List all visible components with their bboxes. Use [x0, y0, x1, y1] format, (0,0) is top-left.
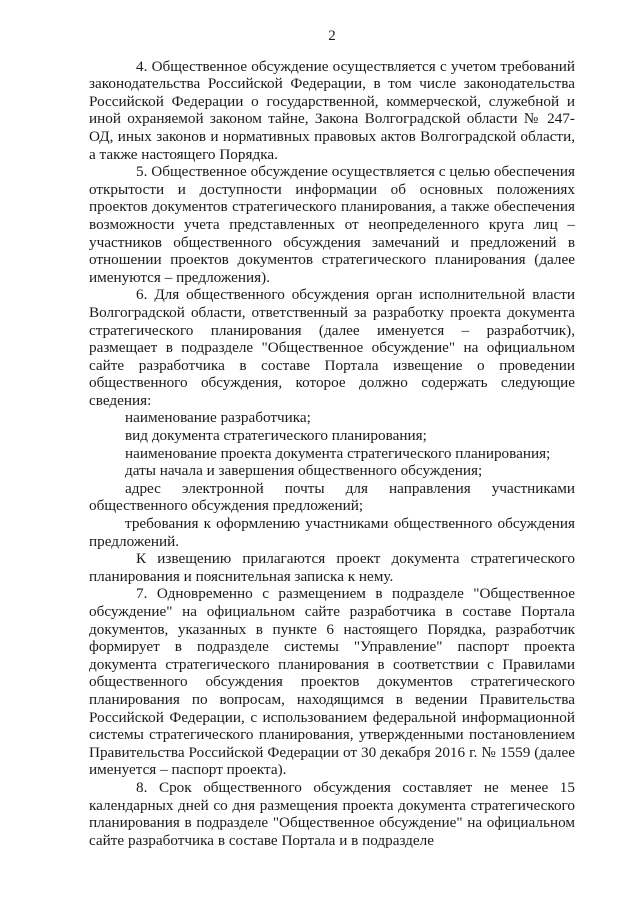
paragraph-8: 8. Срок общественного обсуждения составляет не менее 15 календарных дней со дня размещения проекта документа стратегического планирования в подразделе "Общественное обсуждение" на официальном сайте разработчика в составе Портала и в подразделе [89, 778, 575, 849]
list-item-developer-name: наименование разработчика; [125, 409, 311, 427]
list-item-dates: даты начала и завершения общественного обсуждения; [125, 462, 483, 480]
page-number: 2 [328, 28, 336, 44]
list-item-email: адрес электронной почты для направления участниками общественного обсуждения предложений; [89, 479, 575, 515]
paragraph-6: 6. Для общественного обсуждения орган исполнительной власти Волгоградской области, ответственный за разработку проекта документа стратегического планирования (далее именуется – разработчик), размещает в подразделе "Общественное обсуждение" на официальном сайте разработчика в составе Портала извещение о проведении общественного обсуждения, которое должно содержать следующие сведения: [89, 286, 575, 409]
paragraph-5: 5. Общественное обсуждение осуществляется с целью обеспечения открытости и доступности информации об основных положениях проектов документов стратегического планирования, а также обеспечения возможности учета представленных от неопределенного круга лиц – участников общественного обсуждения замечаний и предложений в отношении проектов документов стратегического планирования (далее именуются – предложения). [89, 163, 575, 286]
list-item-project-name: наименование проекта документа стратегического планирования; [125, 444, 551, 462]
paragraph-7: 7. Одновременно с размещением в подразделе "Общественное обсуждение" на официальном сайте разработчика в составе Портала документов, указанных в пункте 6 настоящего Порядка, разработчик формирует в подразделе системы "Управление" паспорт проекта документа стратегического планирования в соответствии с Правилами общественного обсуждения проектов документов стратегического планирования по вопросам, находящимся в ведении Правительства Российской Федерации, с использованием федеральной информационной системы стратегического планирования, утвержденными постановлением Правительства Российской Федерации от 30 декабря 2016 г. № 1559 (далее именуется – паспорт проекта). [89, 585, 575, 779]
list-item-requirements: требования к оформлению участниками общественного обсуждения предложений. [89, 515, 575, 550]
list-item-document-type: вид документа стратегического планирования; [125, 427, 427, 445]
paragraph-attachment: К извещению прилагаются проект документа стратегического планирования и пояснительная записка к нему. [89, 550, 575, 585]
document-page [89, 28, 575, 849]
paragraph-4: 4. Общественное обсуждение осуществляется с учетом требований законодательства Российской Федерации, в том числе законодательства Российской Федерации о государственной, коммерческой, служебной и иной охраняемой законом тайне, Закона Волгоградской области № 247-ОД, иных законов и нормативных правовых актов Волгоградской области, а также настоящего Порядка. [89, 57, 575, 163]
